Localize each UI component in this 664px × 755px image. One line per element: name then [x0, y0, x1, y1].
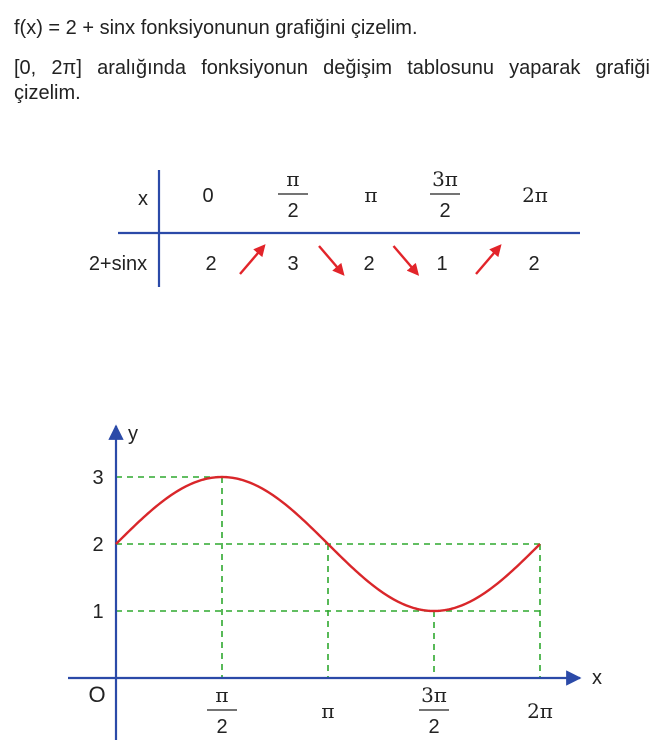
x-axis-label: x: [592, 667, 602, 689]
sine-curve: [116, 477, 540, 611]
y-tick-2: 2: [92, 534, 104, 556]
trend-arrow-down-2: [394, 246, 418, 274]
trend-arrow-down-1: [319, 246, 343, 274]
intro-line-1: f(x) = 2 + sinx fonksiyonunun grafiğini çizelim.: [14, 17, 418, 39]
table-x-value-1-denominator: 2: [287, 200, 299, 222]
x-tick-0-denominator: 2: [216, 716, 228, 738]
table-f-value-1: 3: [287, 253, 299, 275]
x-tick-0: [207, 683, 237, 738]
table-x-value-3: [430, 167, 460, 222]
x-tick-2: [419, 683, 449, 738]
origin-label: O: [88, 682, 106, 707]
x-tick-2-denominator: 2: [428, 716, 440, 738]
y-tick-3: 3: [92, 467, 104, 489]
table-x-value-0: 0: [202, 185, 214, 207]
variation-table: [0, 0, 664, 330]
x-tick-1: π: [321, 699, 335, 723]
trend-arrow-up-3: [476, 246, 500, 274]
table-x-value-4: 2π: [522, 183, 548, 207]
x-tick-0-numerator: π: [215, 683, 229, 707]
x-tick-3: 2π: [527, 699, 553, 723]
y-axis-label: y: [128, 423, 138, 445]
table-x-value-3-denominator: 2: [439, 200, 451, 222]
y-tick-1: 1: [92, 601, 104, 623]
table-f-value-0: 2: [205, 253, 217, 275]
table-x-label: x: [138, 188, 148, 210]
table-f-value-2: 2: [363, 253, 375, 275]
table-f-value-3: 1: [436, 253, 448, 275]
trend-arrow-up-0: [240, 246, 264, 274]
x-tick-2-numerator: 3π: [421, 683, 447, 707]
table-x-value-1-numerator: π: [286, 167, 300, 191]
table-x-value-1: [278, 167, 308, 222]
intro-line-2: [0, 2π] aralığında fonksiyonun değişim tablosunu yaparak grafiği çizelim.: [14, 57, 650, 104]
table-x-value-3-numerator: 3π: [432, 167, 458, 191]
table-x-value-2: π: [364, 183, 378, 207]
table-f-value-4: 2: [528, 253, 540, 275]
table-f-label: 2+sinx: [88, 253, 148, 275]
